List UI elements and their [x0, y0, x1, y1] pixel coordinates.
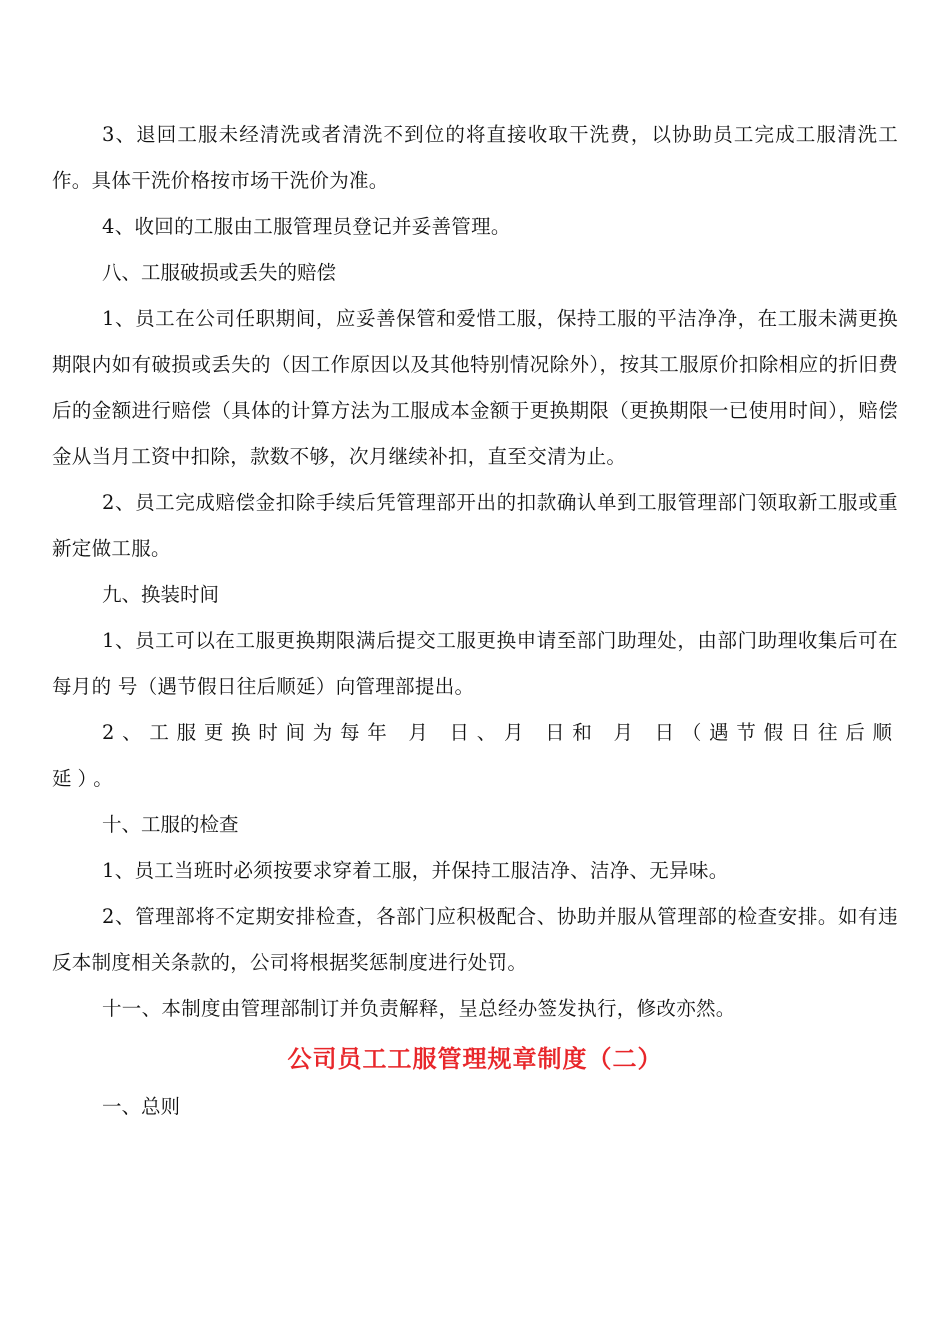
paragraph-laundry-fee: 3、退回工服未经清洗或者清洗不到位的将直接收取干洗费，以协助员工完成工服清洗工作。具体干洗价格按市场干洗价为准。 [52, 123, 898, 192]
paragraph-replacement-schedule: 2、工服更换时间为每年 月 日、月 日和 月 日（遇节假日往后顺延）。 [52, 721, 898, 790]
section-heading-replacement-time: 九、换装时间 [102, 583, 220, 606]
paragraph-inspection-arrangement: 2、管理部将不定期安排检查，各部门应积极配合、协助并服从管理部的检查安排。如有违反本制度相关条款的，公司将根据奖惩制度进行处罚。 [52, 905, 898, 974]
document-page [52, 112, 898, 1130]
paragraph-replacement-application: 1、员工可以在工服更换期限满后提交工服更换申请至部门助理处，由部门助理收集后可在每月的 号（遇节假日往后顺延）向管理部提出。 [52, 629, 898, 698]
paragraph-compensation-rule: 1、员工在公司任职期间，应妥善保管和爱惜工服，保持工服的平洁净净，在工服未满更换期限内如有破损或丢失的（因工作原因以及其他特别情况除外），按其工服原价扣除相应的折旧费后的金额进行赔偿（具体的计算方法为工服成本金额于更换期限（更换期限一已使用时间），赔偿金从当月工资中扣除，款数不够，次月继续补扣，直至交清为止。 [52, 307, 898, 468]
paragraph-uniform-registration: 4、收回的工服由工服管理员登记并妥善管理。 [102, 215, 511, 238]
document-section-title: 公司员工工服管理规章制度（二） [287, 1044, 663, 1073]
section-heading-general: 一、总则 [102, 1095, 181, 1118]
section-heading-inspection: 十、工服的检查 [102, 813, 239, 836]
section-heading-compensation: 八、工服破损或丢失的赔偿 [102, 261, 337, 284]
paragraph-wearing-requirement: 1、员工当班时必须按要求穿着工服，并保持工服洁净、洁净、无异味。 [102, 859, 729, 882]
paragraph-interpretation: 十一、本制度由管理部制订并负责解释，呈总经办签发执行，修改亦然。 [102, 997, 736, 1020]
paragraph-compensation-procedure: 2、员工完成赔偿金扣除手续后凭管理部开出的扣款确认单到工服管理部门领取新工服或重新定做工服。 [52, 491, 898, 560]
